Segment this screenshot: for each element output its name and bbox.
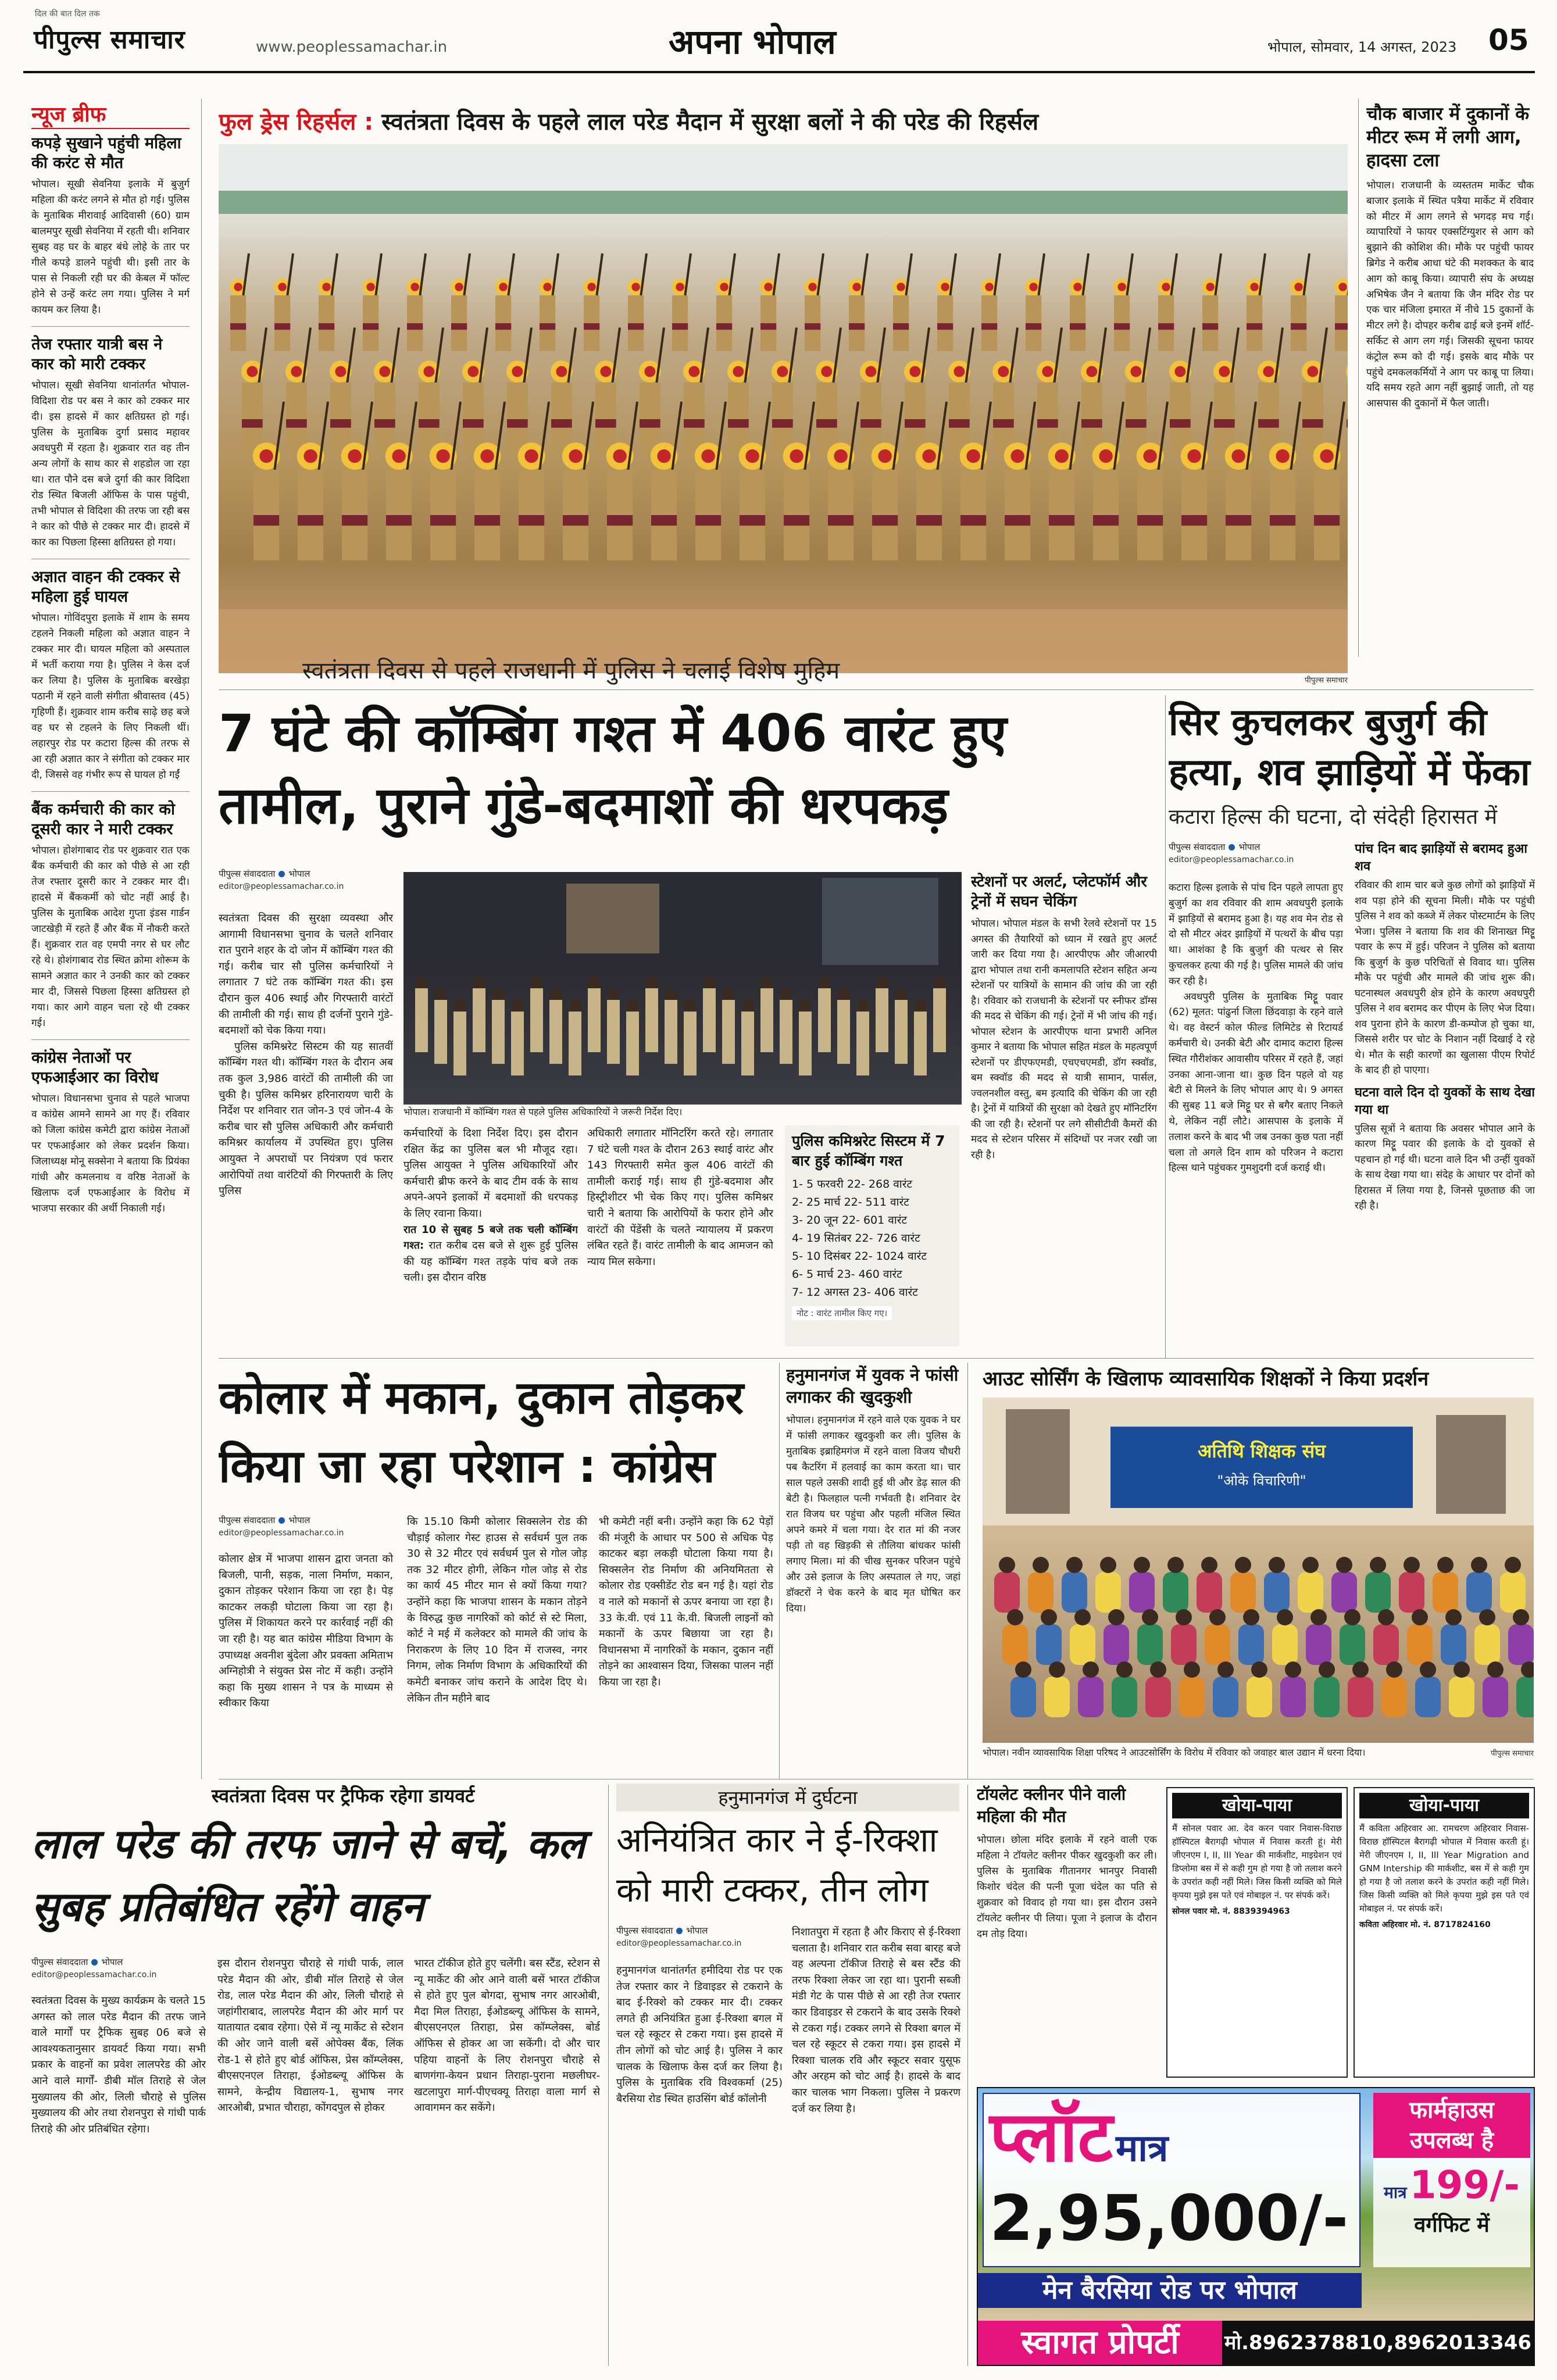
brief-headline: कपड़े सुखाने पहुंची महिला की करंट से मौत <box>31 134 181 172</box>
protester-figure <box>1314 1661 1340 1717</box>
police-figure <box>780 988 792 1064</box>
hanging-story <box>786 1364 960 1777</box>
protester-figure <box>1381 1661 1407 1717</box>
soldier-figure <box>406 253 426 351</box>
protester-figure <box>1213 1661 1238 1717</box>
protester-figure <box>1078 1661 1104 1717</box>
lost-found-ad <box>1166 1787 1348 2078</box>
brief-body: भोपाल। विधानसभा चुनाव से पहले भाजपा व कांग्रेस आमने सामने आ गए हैं। रविवार को जिला कांग्रेस कमेटी द्वारा कांग्रेस नेताओं पर एफआईआर को लेकर प्रदर्शन किया। जिलाध्यक्ष मोनू सक्सेना ने बताया कि प्रियंका गांधी और कमलनाथ व वरिष्ठ नेताओं के खिलाफ दर्ज एफआईआर के विरोध में भाजपा सरकार की अर्थी निकाली गई। <box>31 1093 190 1214</box>
protester-figure <box>1508 1609 1534 1665</box>
protester-figure <box>1129 1557 1155 1613</box>
murder-subhead: घटना वाले दिन दो युवकों के साथ देखा गया था <box>1355 1085 1535 1117</box>
section-rule <box>219 1358 1534 1359</box>
soldier-figure <box>627 253 647 351</box>
protester-figure <box>1010 1661 1036 1717</box>
byline-dot <box>278 871 285 877</box>
station-story <box>971 872 1157 1349</box>
police-figure <box>876 977 888 1052</box>
ad-farm-matra: मात्र <box>1384 2183 1407 2202</box>
photo-credit: पीपुल्स समाचार <box>1491 1749 1534 1758</box>
parade-illustration <box>219 144 1348 673</box>
protest-banner-sub: "ओके विचारिणी" <box>1217 1473 1306 1489</box>
protester-figure <box>1280 1661 1306 1717</box>
soldier-figure <box>1202 253 1221 351</box>
protester-figure <box>1028 1557 1054 1613</box>
protester-figure <box>994 1557 1020 1613</box>
soldier-figure <box>1334 253 1348 351</box>
protester-figure <box>1238 1609 1264 1665</box>
police-figure <box>760 977 773 1052</box>
police-figure <box>626 1000 639 1075</box>
police-figure <box>665 988 677 1064</box>
protester-figure <box>1365 1557 1391 1613</box>
traffic-col1: स्वतंत्रता दिवस के मुख्य कार्यक्रम के चलते 15 अगस्त को लाल परेड मैदान की तरफ जाने वाले मार्गों पर ट्रैफिक सुबह 06 बजे से आवश्यकतानुसार डायवर्ट किया गया। सभी प्रकार के वाहनों का प्रवेश लालपरेड की ओर आने वाले मार्गों- डीबी मॉल तिराहे से जेल मुख्यालय की ओर, लिली चौराहे से पुलिस मुख्यालय की ओर तथा रोशनपुरा से गांधी पार्क तिराहे की ओर प्रतिबंधित रहेगा। <box>31 1995 206 2135</box>
box-list-item: 2- 25 मार्च 22- 511 वारंट <box>792 1196 909 1209</box>
soldier-figure <box>274 253 293 351</box>
ad-farm-box <box>1373 2093 1530 2267</box>
police-figure <box>818 977 831 1052</box>
protester-figure <box>1474 1609 1500 1665</box>
murder-byline: पीपुल्स संवाददाता भोपाल editor@peoplessamachar.co.in <box>1169 841 1343 873</box>
brief-headline: कांग्रेस नेताओं पर एफआईआर का विरोध <box>31 1049 159 1087</box>
brief-headline: तेज रफ्तार यात्री बस ने कार को मारी टक्कर <box>31 335 163 373</box>
byline-dot <box>676 1928 683 1934</box>
brief-body: भोपाल। सूखी सेवनिया इलाके में बुजुर्ग महिला की करंट लगने से मौत हो गई। पुलिस के मुताबिक मीरावाई आदिवासी (60) ग्राम बालमपुर सूखी सेवनिया में रहती थी। शनिवार सुबह वह घर के बाहर बंधे लोहे के तार पर गीले कपड़े डालने पहुंची थी। इसी तार के पास से निकली रही घर की केबल में फॉल्ट होने से उन्हें करंट लग गया। पुलिस ने मर्ग कायम कर लिया है। <box>31 178 190 316</box>
protester-figure <box>1062 1557 1087 1613</box>
logo: पीपुल्स समाचार <box>34 25 185 55</box>
protest-caption: भोपाल। नवीन व्यावसायिक शिक्षा परिषद ने आउटसोर्सिंग के विरोध में रविवार को जवाहर बाल उद्यान में धरना दिया। <box>983 1747 1366 1758</box>
column-divider <box>608 1785 609 2366</box>
toilet-headline: टॉयलेट क्लीनर पीने वाली महिला की मौत <box>977 1785 1126 1826</box>
protester-figure <box>1331 1557 1357 1613</box>
soldier-figure <box>583 253 602 351</box>
soldier-figure <box>230 253 249 351</box>
lost-found-title: खोया-पाया <box>1359 1793 1529 1818</box>
box-list-item: 5- 10 दिसंबर 22- 1024 वारंट <box>792 1250 927 1263</box>
police-briefing-photo <box>403 872 962 1105</box>
brief-body: भोपाल। होशंगाबाद रोड पर शुक्रवार रात एक बैंक कर्मचारी की कार को पीछे से आ रही तेज रफ्तार दूसरी कार ने टक्कर मार दी। हादसे में बैंककर्मी को चोट नहीं आई है। पुलिस के मुताबिक आदेश गुप्ता इंडस गार्डन जाटखेड़ी में रहते हैं और बैंक में नौकरी करते हैं। शुक्रवार रात वह एमपी नगर से घर लौट रहे थे। होशंगाबाद रोड स्थित क्रोमा शोरूम के सामने अज्ञात कार ने उनकी कार को टक्कर मार दी, जिससे पिछला हिस्सा क्षतिग्रस्त हो गया। कार आगे वाहन चला रहे थी टक्कर गई। <box>31 845 190 1029</box>
protester-figure <box>1441 1609 1466 1665</box>
lost-found-sign: कविता अहिरवार मो. नं. 8717824160 <box>1359 1920 1491 1929</box>
ecar-byline: पीपुल्स संवाददाता भोपाल editor@peoplessamachar.co.in <box>616 1924 791 1957</box>
ad-farm-price: 199/- <box>1409 2163 1520 2207</box>
lost-found-sign: सोनल पवार मो. नं. 8839394963 <box>1172 1907 1290 1916</box>
brief-item <box>31 1048 190 1217</box>
combing-col3: अधिकारी लगातार मॉनिटरिंग करते रहे। लगातार 7 घंटे चली गश्त के दौरान 263 स्थाई वारंट और 143 गिरफ्तारी समेत कुल 406 वारंटों की तामीली कराई गई। साथ ही गुंडे-बदमाश और हिस्ट्रीशीटर भी चेक किए गए। पुलिस कमिश्नर चारी ने बताया कि आरोपियों के फरार होने और वारंटों की पेंडेंसी के चलते न्यायालय में प्रकरण लंबित रहते हैं। वारंट तामीली के बाद आमजन को न्याय मिल सकेगा। <box>587 1127 773 1268</box>
soldier-figure <box>495 253 514 351</box>
police-figure <box>933 977 946 1052</box>
soldier-figure <box>981 253 1000 351</box>
police-figure <box>530 977 543 1052</box>
brief-item <box>31 567 190 783</box>
murder-subhead: पांच दिन बाद झाड़ियों से बरामद हुआ शव <box>1355 842 1528 874</box>
police-figure <box>856 1000 869 1075</box>
toilet-story <box>977 1784 1157 2086</box>
section-rule <box>219 689 1534 690</box>
header-rule <box>23 71 1535 73</box>
police-photo-caption: भोपाल। राजधानी में कॉम्बिंग गश्त से पहले पुलिस अधिकारियों ने जरूरी निर्देश दिए। <box>403 1106 683 1117</box>
ad-company: स्वागत प्रोपर्टी <box>978 2321 1222 2365</box>
byline-email[interactable]: editor@peoplessamachar.co.in <box>616 1939 742 1948</box>
soldier-figure <box>318 253 337 351</box>
brief-item <box>31 134 190 318</box>
murder-headline: सिर कुचलकर बुजुर्ग की हत्या, शव झाड़ियों में फेंका <box>1169 701 1530 794</box>
ecar-kicker: हनुमानगंज में दुर्घटना <box>616 1784 959 1811</box>
box-list-item: 3- 20 जून 22- 601 वारंट <box>792 1214 908 1227</box>
police-figure <box>645 977 658 1052</box>
byline-email[interactable]: editor@peoplessamachar.co.in <box>219 1528 344 1538</box>
station-headline: स्टेशनों पर अलर्ट, प्लेटफॉर्म और ट्रेनों में सघन चेकिंग <box>971 873 1147 910</box>
byline-dot <box>1229 844 1235 850</box>
byline-email[interactable]: editor@peoplessamachar.co.in <box>1169 855 1294 864</box>
soldier-figure <box>539 253 558 351</box>
ad-farm-unit: वर्गफिट में <box>1414 2213 1490 2237</box>
traffic-kicker: स्वतंत्रता दिवस पर ट्रैफिक रहेगा डायवर्ट <box>211 1785 475 1807</box>
protester-figure <box>1373 1609 1399 1665</box>
police-figure <box>741 1000 754 1075</box>
protester-figure <box>1070 1609 1095 1665</box>
soldier-figure <box>1290 253 1309 351</box>
protester-figure <box>1298 1557 1323 1613</box>
combing-byline: पीपुल्स संवाददाता भोपाल editor@peoplessamachar.co.in <box>219 867 393 902</box>
fire-headline: चौक बाजार में दुकानों के मीटर रूम में लगी आग, हादसा टला <box>1366 103 1530 171</box>
soldier-figure <box>1158 253 1177 351</box>
section-title: अपना भोपाल <box>669 22 836 62</box>
protester-figure <box>1433 1557 1458 1613</box>
soldier-figure <box>451 253 470 351</box>
combing-box <box>785 1125 959 1346</box>
tagline: दिल की बात दिल तक <box>35 9 100 19</box>
protester-figure <box>1449 1661 1474 1717</box>
soldier-figure <box>804 253 823 351</box>
protester-figure <box>1230 1557 1256 1613</box>
protest-banner: अतिथि शिक्षक संघ <box>1197 1440 1326 1462</box>
soldier-figure <box>1113 253 1133 351</box>
brief-item <box>31 800 190 1031</box>
column-divider <box>1165 695 1166 1358</box>
dateline: भोपाल, सोमवार, 14 अगस्त, 2023 <box>1267 39 1457 55</box>
combing-col2: कर्मचारियों के दिशा निर्देश दिए। इस दौरान रक्षित केंद्र का पुलिस बल भी मौजूद रहा। पुलिस आयुक्त ने पुलिस अधिकारियों और कर्मचारी ब्रीफ करने के बाद टीम वर्क के साथ अपने-अपने इलाकों में बदमाशों की धरपकड़ के लिए रवाना किया। रात 10 से सुबह 5 बजे तक चली कॉम्बिंग गश्त: रात करीब दस बजे से शुरू हुई पुलिस की यह कॉम्बिंग गश्त तड़के पांच बजे तक चली। इस दौरान वरिष्ठ <box>403 1127 578 1284</box>
police-figure <box>473 977 485 1052</box>
byline-email[interactable]: editor@peoplessamachar.co.in <box>219 882 344 891</box>
masthead <box>0 0 1557 77</box>
fire-story <box>1366 102 1534 678</box>
soldier-figure <box>892 253 912 351</box>
box-note: नोट : वारंट तामील किए गए। <box>792 1306 892 1320</box>
page-number: 05 <box>1488 23 1529 57</box>
column-divider <box>779 1363 780 1779</box>
protester-figure <box>1137 1609 1163 1665</box>
police-figure <box>569 1000 581 1075</box>
protester-figure <box>1112 1661 1137 1717</box>
byline-dot <box>278 1517 285 1524</box>
soldier-figure <box>1069 253 1088 351</box>
protester-figure <box>1171 1609 1197 1665</box>
protester-figure <box>1044 1661 1070 1717</box>
protester-figure <box>1466 1557 1492 1613</box>
police-figure <box>703 977 716 1052</box>
murder-col1: कटारा हिल्स इलाके से पांच दिन पहले लापता हुए बुजुर्ग का शव रविवार की शाम अवधपुरी इलाके में झाड़ियों से बरामद हुआ है। यह शव मेन रोड से दो सौ मीटर अंदर झाड़ियों में पत्थरों के बीच पड़ा था। आशंका है कि बुजुर्ग की पत्थर से सिर कुचलकर हत्या की गई है। पुलिस मामले की जांच कर रही है। अवधपुरी पुलिस के मुताबिक मिट्टू पवार (62) मूलत: पांढुर्ना जिला छिंदवाड़ा के रहने वाले थे। वह वेस्टर्न कोल फील्ड लिमिटेड से रिटायर्ड कर्मचारी थे। उनकी बेटी और दामाद कटारा हिल्स स्थित गौरीशंकर आवासीय परिसर में रहते हैं, जहां उनका आना-जाना था। कुछ दिन पहले वो यह बेटी से मिलने के लिए भोपाल आए थे। 9 अगस्त की सुबह 11 बजे मिट्टू घर से बगैर बताए निकले थे, लेकिन नहीं लौटे। आसपास के इलाके में तलाश करने के बाद भी जब उनका कुछ पता नहीं चला तो अगले दिन शाम को परिजन ने कटारा हिल्स थाने पहुंचकर गुमशुदगी दर्ज कराई थी। <box>1169 882 1343 1174</box>
soldier-figure <box>848 253 867 351</box>
police-figure <box>799 1000 812 1075</box>
box-title: पुलिस कमिश्नरेट सिस्टम में 7 बार हुई कॉम्बिंग गश्त <box>792 1132 945 1169</box>
protester-figure <box>1179 1661 1205 1717</box>
byline-email[interactable]: editor@peoplessamachar.co.in <box>31 1970 157 1979</box>
police-figure <box>684 1000 697 1075</box>
police-figure <box>914 1000 927 1075</box>
police-figure <box>722 988 735 1064</box>
protest-photo <box>983 1398 1534 1743</box>
lost-found-body: मैं सोनल पवार आ. देव करन पवार निवास-विराछ हॉस्पिटल बैरागढ़ी भोपाल में निवास करती हूं। मेरी जीएनएम I, II, III Year की मार्कशीट, माइग्रेशन एवं डिप्लोमा बस में से कही गुम हो गया है जो तलाश करने के उपरांत कही नहीं मिले। जिस किसी व्यक्ति को मिले कृपया मुझे इस पते एवं मोबाइल नं. पर संपर्क करें। <box>1172 1823 1342 1900</box>
lost-found-body: मैं कविता अहिरवार आ. रामचरण अहिरवार निवास-विराछ हॉस्पिटल बैरागढ़ी भोपाल में निवास करती हूं। मेरी जीएनएम I, II, III Year Migration and GNM Intership की मार्कशीट, बस में से कही गुम हो गया है जो तलाश करने के उपरांत कही नहीं मिले। जिस किसी व्यक्ति को मिले कृपया मुझे इस पते एवं मोबाइल नं. पर संपर्क करें। <box>1359 1823 1529 1914</box>
brief-body: भोपाल। सूखी सेवनिया थानांतर्गत भोपाल-विदिशा रोड पर बस ने कार को टक्कर मार दी। इस हादसे में कार क्षतिग्रस्त हो गई। पुलिस के मुताबिक दुर्गा प्रसाद महावर अवधपुरी में रहता है। शुक्रवार रात वह तीन अन्य लोगों के साथ कार से शहडोल जा रहा था। रात पौने दस बजे दुर्गा की कार विदिशा रोड स्थित बिजली ऑफिस के पास पहुंची, तभी भोपाल से विदिशा की तरफ जा रही बस ने कार को पीछे से टक्कर मार दी। हादसे में कार का पिछला हिस्सा क्षतिग्रस्त हो गया। <box>31 380 190 548</box>
police-illustration <box>403 872 962 1105</box>
fire-body: भोपाल। राजधानी के व्यस्ततम मार्केट चौक बाजार इलाके में स्थित पत्रैया मार्केट में रविवार को मीटर में आग लगने से भगदड़ मच गई। व्यापारियों ने फायर एक्सटिंग्युशर से आग को बुझाने की कोशिश की। मौके पर पहुंची फायर ब्रिगेड ने करीब आधा घंटे की मशक्कत के बाद आग को काबू किया। व्यापारी संघ के अध्यक्ष अभिषेक जैन ने बताया कि जैन मंदिर रोड पर एक चार मंजिला इमारत में नीचे 15 दुकानों के मीटर लगे है। दोपहर करीब ढाई बजे इनमें शॉर्ट-सर्किट से आग लग गई। जिसकी सूचना फायर कंट्रोल रूम को दी गई। इसके बाद मौके पर पहुंचे दमकलकर्मियों ने आग पर काबू पा लिया। यदि समय रहते आग नहीं बुझाई जाती, तो यह आसपास की दुकानों में फैल जाती। <box>1366 180 1534 410</box>
ecar-headline: अनियंत्रित कार ने ई-रिक्शा को मारी टक्कर, तीन लोग <box>616 1820 938 1910</box>
protester-figure <box>1145 1661 1171 1717</box>
combing-kicker: स्वतंत्रता दिवस से पहले राजधानी में पुलिस ने चलाई विशेष मुहिम <box>302 657 840 684</box>
protester-figure <box>1348 1661 1373 1717</box>
property-ad[interactable] <box>977 2087 1535 2366</box>
traffic-col2: इस दौरान रोशनपुरा चौराहे से गांधी पार्क, लाल परेड मैदान की ओर, डीबी मॉल तिराहे से जेल रोड, लाल परेड मैदान की ओर, लिली चौराहे से जहांगीराबाद, लालपरेड मैदान की ओर मार्ग पर यातायात दबाव रहेगा। ऐसे में न्यू मार्केट से स्टेशन की ओर जाने वाली बसें ओपेक्स बैंक, लिंक रोड-1 से होते हुए बोर्ड ऑफिस, प्रेस कॉम्प्लेक्स, बीएसएनएल तिराहा, ईओडब्ल्यू ऑफिस के सामने, केन्द्रीय विद्यालय-1, सुभाष नगर आरओबी, प्रभात चौराहा, कोंगदपुल से होकर <box>217 1957 403 2114</box>
protester-figure <box>1095 1557 1121 1613</box>
police-figure <box>588 977 601 1052</box>
kolar-col1: कोलार क्षेत्र में भाजपा शासन द्वारा जनता को बिजली, पानी, सड़क, नाला निर्माण, मकान, दुकान तोड़कर परेशान किया जा रहा है। पेड़ काटकर लकड़ी घोटाला किया जा रहा है। पुलिस में शिकायत करने पर कार्रवाई नहीं की जा रही है। यह बात कांग्रेस मीडिया विभाग के उपाध्यक्ष अवनीश बुंदेला और प्रवक्ता अमिताभ अग्निहोत्री ने संयुक्त प्रेस नोट में कही। उन्होंने कहा कि मुख्य शासन ने पत्र के माध्यम से स्वीकार किया <box>219 1553 393 1710</box>
hanging-body: भोपाल। हनुमानगंज में रहने वाले एक युवक ने घर में फांसी लगाकर खुदकुशी कर ली। पुलिस के मुताबिक इब्राहिमगंज में रहने वाला विजय चौधरी पब कैटरिंग में हलवाई का काम करता था। चार साल पहले उसकी शादी हुई थी और डेढ़ साल की बेटी है। फिलहाल पत्नी गर्भवती है। शनिवार देर रात विजय घर पहुंचा और पहली मंजिल स्थित अपने कमरे में चला गया। देर रात मां की नजर पड़ी तो वह खिड़की से तौलिया बांधकर फांसी लगाए मिला। मां की चीख सुनकर परिजन पहुंचे और उसे इलाज के लिए अस्पताल ले गए, जहां डॉक्टरों ने चेक करने के बाद मृत घोषित कर दिया। <box>786 1414 960 1614</box>
ad-farm-title: फार्महाउस उपलब्ध है <box>1373 2093 1530 2158</box>
police-figure <box>415 977 428 1052</box>
soldier-figure <box>362 253 381 351</box>
lost-found-title: खोया-पाया <box>1172 1793 1342 1818</box>
brief-body: भोपाल। गोविंदपुरा इलाके में शाम के समय टहलने निकली महिला को अज्ञात वाहन ने टक्कर मार दी। घायल महिला को अस्पताल में भर्ती कराया गया है। पुलिस ने केस दर्ज कर लिया है। पुलिस के मुताबिक बरखेड़ा पठानी में रहने वाली संगीता श्रीवास्तव (45) गृहिणी हैं। शुक्रवार शाम करीब साढ़े छह बजे वह घर से टहलने के लिए निकली थीं। लहारपुर रोड पर कटारा हिल्स की तरफ से आ रही अज्ञात कार ने संगीता को टक्कर मार दी, जिससे वह गंभीर रूप से घायल हो गईं <box>31 612 190 781</box>
toilet-body: भोपाल। छोला मंदिर इलाके में रहने वाली एक महिला ने टॉयलेट क्लीनर पीकर खुदकुशी कर ली। पुलिस के मुताबिक गीतानगर भानपुर निवासी किशोर चंदेल की पत्नी पूजा चंदेल का पति से शुक्रवार को विवाद हो गया था। इस दौरान उसने टॉयलेट क्लीनर पी लिया। पूजा ने इलाज के दौरान दम तोड़ दिया। <box>977 1834 1157 1940</box>
soldier-figure <box>1246 253 1265 351</box>
kolar-byline: पीपुल्स संवाददाता भोपाल editor@peoplessamachar.co.in <box>219 1514 393 1546</box>
traffic-col3: भारत टॉकीज होते हुए चलेंगी। बस स्टैंड, स्टेशन से न्यू मार्केट की ओर आने वाली बसें भारत टॉकीज से होते हुए पुल बोगदा, सुभाष नगर आरओबी, मैदा मिल तिराहा, ईओडब्ल्यू ऑफिस के सामने, बीएसएनएल तिराहा, प्रेस कॉम्प्लेक्स, बोर्ड ऑफिस से होकर आ जा सकेंगी। दो और चार पहिया वाहनों के लिए रोशनपुरा चौराहे से बाणगंगा-केयन प्रधान तिराहा-पुराना मछलीघर-खटलापुरा मार्ग-पीएचक्यू तिराहा वाला मार्ग से आवागमन कर सकेंगे। <box>414 1957 600 2114</box>
column-divider <box>201 99 202 1779</box>
kolar-col3: भी कमेटी नहीं बनी। उन्होंने कहा कि 62 पेड़ों की मंजूरी के आधार पर 500 से अधिक पेड़ काटकर बड़ा लकड़ी घोटाला किया गया है। सिक्सलेन रोड निर्माण की अनियमितता से कोलार रोड एक्सीडेंट रोड बन गई है। यहां रोड व नाले को मकानों से ऊपर बनाया जा रहा है। 33 के.वी. एवं 11 के.वी. बिजली लाइनों को मकानों के ऊपर बिछाया जा रहा है। विधानसभा में नागरिकों के मकान, दुकान नहीं तोड़ने का आश्वासन दिया, जिसका पालन नहीं किया जा रहा है। <box>599 1516 773 1688</box>
murder-deck: कटारा हिल्स की घटना, दो संदेही हिरासत में <box>1169 805 1498 829</box>
kolar-headline: कोलार में मकान, दुकान तोड़कर किया जा रहा परेशान : कांग्रेस <box>219 1372 744 1493</box>
soldier-figure <box>760 253 779 351</box>
soldier-figure <box>937 253 956 351</box>
protester-figure <box>1483 1661 1508 1717</box>
column-divider <box>967 1363 968 1779</box>
brief-item <box>31 335 190 551</box>
soldier-figure <box>1025 253 1044 351</box>
box-list <box>792 1175 952 1302</box>
protester-figure <box>1399 1557 1424 1613</box>
police-figure <box>492 988 505 1064</box>
kolar-col2: कि 15.10 किमी कोलार सिक्सलेन रोड की चौड़ाई कोलार गेस्ट हाउस से सर्वधर्म पुल तक 30 से 32 मीटर एवं सर्वधर्म पुल से गोल जोड़ तक 32 मीटर होगी, लेकिन गोल जोड़ से रोड का कार्य 45 मीटर मान से क्यों किया गया? उन्होंने कहा कि भाजपा शासन के मकान तोड़ने के विरुद्ध कुछ नागरिकों को कोर्ट से स्टे मिला, कोर्ट ने मई में कलेक्टर को मामले की जांच के निराकरण के लिए 10 दिन में राजस्व, नगर निगम, लोक निर्माण विभाग के अधिकारियों की कमेटी बनाकर जांच कराने के आदेश दिए थे। लेकिन तीन महीने बाद <box>407 1516 587 1704</box>
murder-col2: पांच दिन बाद झाड़ियों से बरामद हुआ शव रविवार की शाम चार बजे कुछ लोगों को झाड़ियों में शव पड़ा होने की सूचना मिली। मौके पर पहुंची पुलिस ने शव को कब्जे में लेकर पोस्टमार्टम के लिए भेजा। पुलिस ने बताया कि शव की शिनाख्त मिट्टू पवार के रूप में हुई। परिजन ने पुलिस को बताया कि बुजुर्ग के कुछ परिचितों से विवाद था। पुलिस मौके पर पहुंची और मामले की जांच शुरू की। घटनास्थल अवधपुरी क्षेत्र होने के कारण अवधपुरी पुलिस ने शव बरामद कर पीएम के लिए भेज दिया। शव पुराना होने के कारण डी-कम्पोज हो चुका था, जिससे शरीर पर चोट के निशान नहीं दिखाई दे रहे थे। मौत के सही कारणों का खुलासा पीएम रिपोर्ट के बाद ही हो पाएगा। घटना वाले दिन दो युवकों के साथ देखा गया था पुलिस सूत्रों ने बताया कि अवसर भोपाल आने के कारण मिट्टू पवार की इलाके के दो युवकों से पहचान हो गई थी। घटना वाले दिन भी उन्हीं युवकों के साथ देखा गया था। संदेह के आधार पर दोनों को हिरासत में लिया गया है, जिनसे पूछताछ की जा रही है। <box>1355 842 1535 1212</box>
protester-figure <box>1247 1661 1272 1717</box>
ad-phone[interactable]: मो.8962378810,8962013346 <box>1222 2321 1534 2365</box>
protester-figure <box>1340 1609 1365 1665</box>
police-figure <box>895 988 908 1064</box>
column-divider <box>967 1785 968 2366</box>
soldier-figure <box>672 253 691 351</box>
police-figure <box>434 988 447 1064</box>
protester-figure <box>1407 1609 1433 1665</box>
site-url[interactable]: www.peoplessamachar.in <box>256 38 448 56</box>
police-figure <box>837 988 850 1064</box>
ad-plot-box <box>983 2093 1360 2267</box>
news-brief-column <box>31 102 190 1777</box>
protester-figure <box>1197 1557 1222 1613</box>
ad-plot: प्लॉट <box>990 2097 1113 2178</box>
combing-col1: स्वतंत्रता दिवस की सुरक्षा व्यवस्था और आगामी विधानसभा चुनाव के चलते शनिवार रात पुराने शहर के दो जोन में कॉम्बिंग गश्त की गई। करीब चार सौ पुलिस कर्मचारियों ने लगातार 7 घंटे तक कॉम्बिंग गश्त की। इस दौरान कुल 406 स्थाई और गिरफ्तारी वारंटों की तामीली की गई। साथ ही दर्जनों पुराने गुंडे-बदमाशों को चेक किया गया। पुलिस कमिश्नरेट सिस्टम की यह सातवीं कॉम्बिंग गश्त थी। कॉम्बिंग गश्त के दौरान अब तक कुल 3,986 वारंटों की तामीली की जा चुकी है। पुलिस कमिश्नर हरिनारायण चारी के निर्देश पर शनिवार रात जोन-3 एवं जोन-4 के करीब चार सौ पुलिस अधिकारी और कर्मचारी कमिश्नर कार्यालय में उपस्थित हुए। पुलिस आयुक्त ने अपराधों पर नियंत्रण एवं फरार आरोपियों तथा वारंटियों की गिरफ्तारी के लिए पुलिस <box>219 912 393 1198</box>
lost-found-ad <box>1354 1787 1535 2078</box>
box-list-item: 6- 5 मार्च 23- 460 वारंट <box>792 1268 902 1281</box>
byline-dot <box>91 1959 98 1966</box>
protester-figure <box>1036 1609 1062 1665</box>
brief-headline: अज्ञात वाहन की टक्कर से महिला हुई घायल <box>31 568 180 606</box>
protester-figure <box>1306 1609 1331 1665</box>
police-figure <box>511 1000 524 1075</box>
police-figure <box>453 1000 466 1075</box>
police-figure <box>607 988 620 1064</box>
protester-figure <box>1205 1609 1230 1665</box>
protester-figure <box>1104 1609 1129 1665</box>
protester-figure <box>1163 1557 1188 1613</box>
box-list-item: 1- 5 फरवरी 22- 268 वारंट <box>792 1178 913 1191</box>
protester-figure <box>1002 1609 1028 1665</box>
news-brief-label: न्यूज ब्रीफ <box>31 102 190 129</box>
protester-figure <box>1500 1557 1526 1613</box>
protester-figure <box>1415 1661 1441 1717</box>
column-divider <box>1358 99 1359 657</box>
parade-photo <box>219 144 1348 673</box>
ad-price: 2,95,000/- <box>990 2182 1349 2255</box>
ad-location: मेन बैरसिया रोड पर भोपाल <box>978 2273 1362 2308</box>
station-body: भोपाल। भोपाल मंडल के सभी रेलवे स्टेशनों पर 15 अगस्त की तैयारियों को ध्यान में रखते हुए अलर्ट जारी कर दिया गया है। आरपीएफ और जीआरपी द्वारा भोपाल तथा रानी कमलापति स्टेशन सहित अन्य स्टेशनों पर यात्रियों के सामान की जांच की जा रही है। रविवार को राजधानी के स्टेशनों पर स्नीफर डॉग्स की मदद से चेकिंग की गई। ट्रेनों में भी जांच की गई। भोपाल स्टेशन के आरपीएफ थाना प्रभारी अनिल कुमार ने बताया कि भोपाल सहित मंडल के महत्वपूर्ण स्टेशनों पर डीएफएमडी, एचएचएमडी, डॉग स्क्वॉड, बम स्क्वॉड की मदद से यात्री सामान, पार्सल, ज्वलनशील वस्तु, बम इत्यादि की चेकिंग की जा रही है। ट्रेनों में यात्रियों की सुरक्षा को देखते हुए मॉनिटरिंग की जा रही है। स्टेशनों पर लगे सीसीटीवी कैमरों की मदद से स्टेशन परिसर में संदिग्धों पर नजर रखी जा रही है। <box>971 918 1157 1161</box>
combing-headline: 7 घंटे की कॉम्बिंग गश्त में 406 वारंट हुए तामील, पुराने गुंडे-बदमाशों की धरपकड़ <box>219 703 1007 835</box>
ecar-col1: हनुमानगंज थानांतर्गत हमीदिया रोड पर एक तेज रफ्तार कार ने डिवाइडर से टकराने के बाद ई-रिक्शे को टक्कर मार दी। टक्कर लगते ही अनियंत्रित हुआ ई-रिक्शा बगल में चल रहे स्कूटर से टकरा गया। इस हादसे में तीन लोगों को चोट आई है। पुलिस ने कार चालक के खिलाफ केस दर्ज कर लिया है। पुलिस के मुताबिक रवि विश्वकर्मा (25) बैरसिया रोड स्थित हाउसिंग बोर्ड कॉलोनी <box>616 1964 783 2105</box>
ad-matra: मात्र <box>1116 2127 1169 2170</box>
protest-headline: आउट सोर्सिंग के खिलाफ व्यावसायिक शिक्षकों ने किया प्रदर्शन <box>983 1367 1429 1391</box>
rehearsal-headline: फुल ड्रेस रिहर्सल : स्वतंत्रता दिवस के पहले लाल परेड मैदान में सुरक्षा बलों ने की परेड की रिहर्सल <box>219 109 1039 135</box>
soldier-figure <box>716 253 735 351</box>
protester-figure <box>1264 1557 1290 1613</box>
police-figure <box>549 988 562 1064</box>
box-list-item: 7- 12 अगस्त 23- 406 वारंट <box>792 1286 918 1299</box>
photo-credit: पीपुल्स समाचार <box>1305 676 1348 685</box>
hanging-headline: हनुमानगंज में युवक ने फांसी लगाकर की खुदकुशी <box>786 1365 959 1407</box>
traffic-byline: पीपुल्स संवाददाता भोपाल editor@peoplessamachar.co.in <box>31 1956 206 1988</box>
protester-figure <box>1516 1661 1534 1717</box>
brief-headline: बैंक कर्मचारी की कार को दूसरी कार ने मारी टक्कर <box>31 801 176 838</box>
protester-figure <box>1272 1609 1298 1665</box>
ecar-col2: निशातपुरा में रहता है और किराए से ई-रिक्शा चलाता है। शनिवार रात करीब सवा बारह बजे वह अल्पना टॉकीज तिराहे से बस स्टैंड की तरफ रिक्शा लेकर जा रहा था। पुरानी सब्जी मंडी गेट के पास पीछे से आ रही तेज रफ्तार कार डिवाइडर से टकराने के बाद उसके रिक्शे से टकरा गई। टक्कर लगने से रिक्शा बगल में चल रहे स्कूटर से टकरा गया। इस हादसे में रिक्शा चालक रवि और स्कूटर सवार युसूफ और अरहम को चोट आई है। हादसे के बाद कार चालक भाग निकला। पुलिस ने प्रकरण दर्ज कर लिया है। <box>792 1926 960 2115</box>
traffic-headline: लाल परेड की तरफ जाने से बचें, कल सुबह प्रतिबंधित रहेंगे वाहन <box>31 1820 585 1931</box>
box-list-item: 4- 19 सितंबर 22- 726 वारंट <box>792 1232 920 1245</box>
